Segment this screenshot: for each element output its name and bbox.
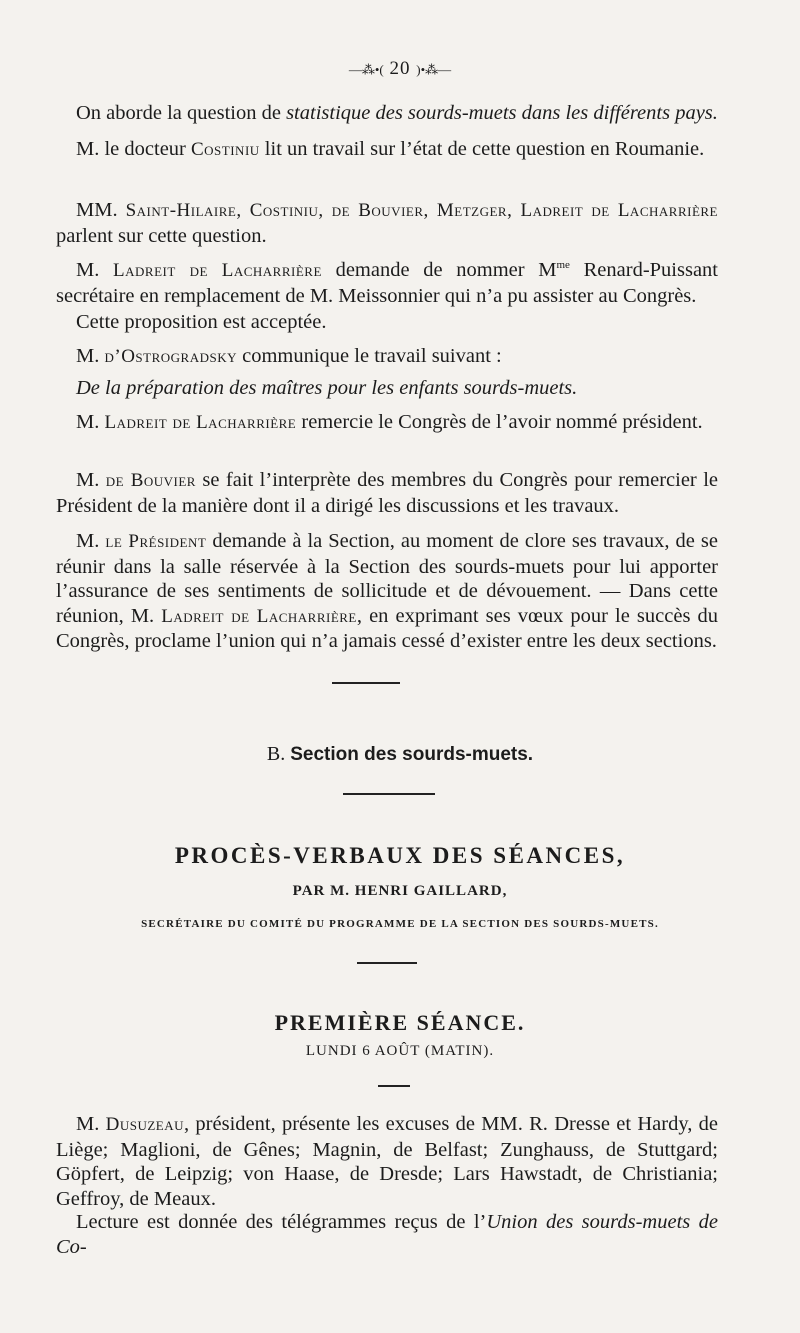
paragraph-travail-title: [56, 376, 718, 401]
person-name: Dusuzeau: [105, 1114, 185, 1135]
ornament-right: )•⁂—: [416, 62, 452, 77]
ornament-left: —⁂•(: [348, 62, 384, 77]
paragraph-speakers: [56, 198, 718, 248]
person-name: de Bouvier: [105, 470, 196, 491]
paragraph-statistique: [56, 101, 718, 126]
paragraph-secretaire: [56, 258, 718, 308]
person-name: Costiniu: [191, 139, 260, 160]
superscript: me: [556, 259, 570, 272]
paragraph-costiniu: [56, 137, 718, 163]
paragraph-remercie: [56, 410, 718, 436]
proces-verbaux-title: PROCÈS-VERBAUX DES SÉANCES,: [174, 843, 626, 868]
text-run: se fait l’interprète des membres du Congrès pour remercier le Président de la manière dont il a dirigé les discussions et les travaux.: [56, 469, 718, 517]
text-run: M.: [76, 259, 114, 281]
person-name: Ladreit de Lacharrière: [104, 412, 297, 433]
text-run: communique le travail suivant :: [237, 345, 502, 367]
page-header: [0, 58, 800, 80]
text-run: demande de nommer M: [321, 259, 557, 281]
paragraph-excuses: [56, 1112, 718, 1211]
subtitle-divider: [357, 962, 417, 964]
italic-run: statistique des sourds-muets dans les différents pays.: [286, 102, 718, 124]
person-name: Ladreit de Lacharrière: [161, 605, 357, 627]
text-run: lit un travail sur l’état de cette question en Roumanie.: [259, 138, 705, 160]
person-name: Ladreit de Lacharrière: [113, 260, 322, 281]
text-run: , en exprimant ses vœux pour le succès du Congrès, proclame l’union qui n’a jamais cessé d’exister entre les deux sections.: [56, 604, 718, 652]
section-divider: [332, 682, 400, 684]
text-run: On aborde la question de: [76, 102, 287, 124]
text-run: M.: [76, 469, 106, 491]
text-run: Lecture est donnée des télégrammes reçus de l’: [76, 1211, 487, 1233]
text-run: , président, présente les excuses de MM. R. Dresse et Hardy, de Liège; Maglioni, de Gênes; Magnin, de Belfast; Zunghauss, de Stuttgard; Göpfert, de Leipzig; von Haase, de Dresde; Lars Hawstadt, de Christiania; Geffroy, de Meaux.: [56, 1113, 718, 1210]
paragraph-president: [56, 529, 718, 654]
paragraph-ostrogradsky: [56, 344, 718, 370]
paragraph-bouvier: [56, 468, 718, 518]
seance-title: PREMIÈRE SÉANCE.: [274, 1010, 526, 1035]
text-run: parlent sur cette question.: [56, 224, 267, 247]
person-names: Saint-Hilaire, Costiniu, de Bouvier, Metzger, Ladreit de Lacharrière: [125, 200, 718, 221]
text-run: M.: [76, 530, 106, 552]
paragraph-telegrammes: [56, 1210, 718, 1259]
text-run: M. le docteur: [76, 138, 191, 160]
section-letter: B.: [266, 743, 286, 765]
paragraph-acceptee: [56, 310, 718, 335]
title-divider: [343, 793, 435, 795]
text-run: demande à la Section, au moment de clore ses travaux, de se réunir dans la salle réservée à la Section des sourds-muets pour lui apporter l’assurance de ses sentiments de sollicitude et de dévouement. — Dans cette réunion, M.: [56, 530, 718, 627]
text-run: remercie le Congrès de l’avoir nommé président.: [296, 411, 703, 433]
person-name: le Président: [105, 531, 207, 552]
section-title: Section des sourds-muets.: [290, 744, 534, 765]
text-run: Cette proposition est acceptée.: [76, 311, 327, 333]
text-run: MM.: [76, 199, 126, 221]
text-run: M.: [76, 345, 105, 367]
seance-date: LUNDI 6 AOÛT (MATIN).: [305, 1043, 495, 1059]
text-run: M.: [76, 1113, 106, 1135]
page-number: 20: [389, 58, 411, 79]
section-heading: [0, 743, 800, 766]
text-run: M.: [76, 411, 105, 433]
short-divider: [378, 1085, 410, 1087]
italic-run: Union des sourds-muets de Co-: [56, 1211, 718, 1258]
italic-run: De la préparation des maîtres pour les enfants sourds-muets.: [76, 377, 578, 399]
author-role: SECRÉTAIRE DU COMITÉ DU PROGRAMME DE LA SECTION DES SOURDS-MUETS.: [141, 918, 659, 930]
author-line: PAR M. HENRI GAILLARD,: [292, 883, 508, 899]
text-run: Renard-Puissant secrétaire en remplacement de M. Meissonnier qui n’a pu assister au Congrès.: [56, 259, 718, 307]
person-name: d’Ostrogradsky: [104, 346, 237, 367]
